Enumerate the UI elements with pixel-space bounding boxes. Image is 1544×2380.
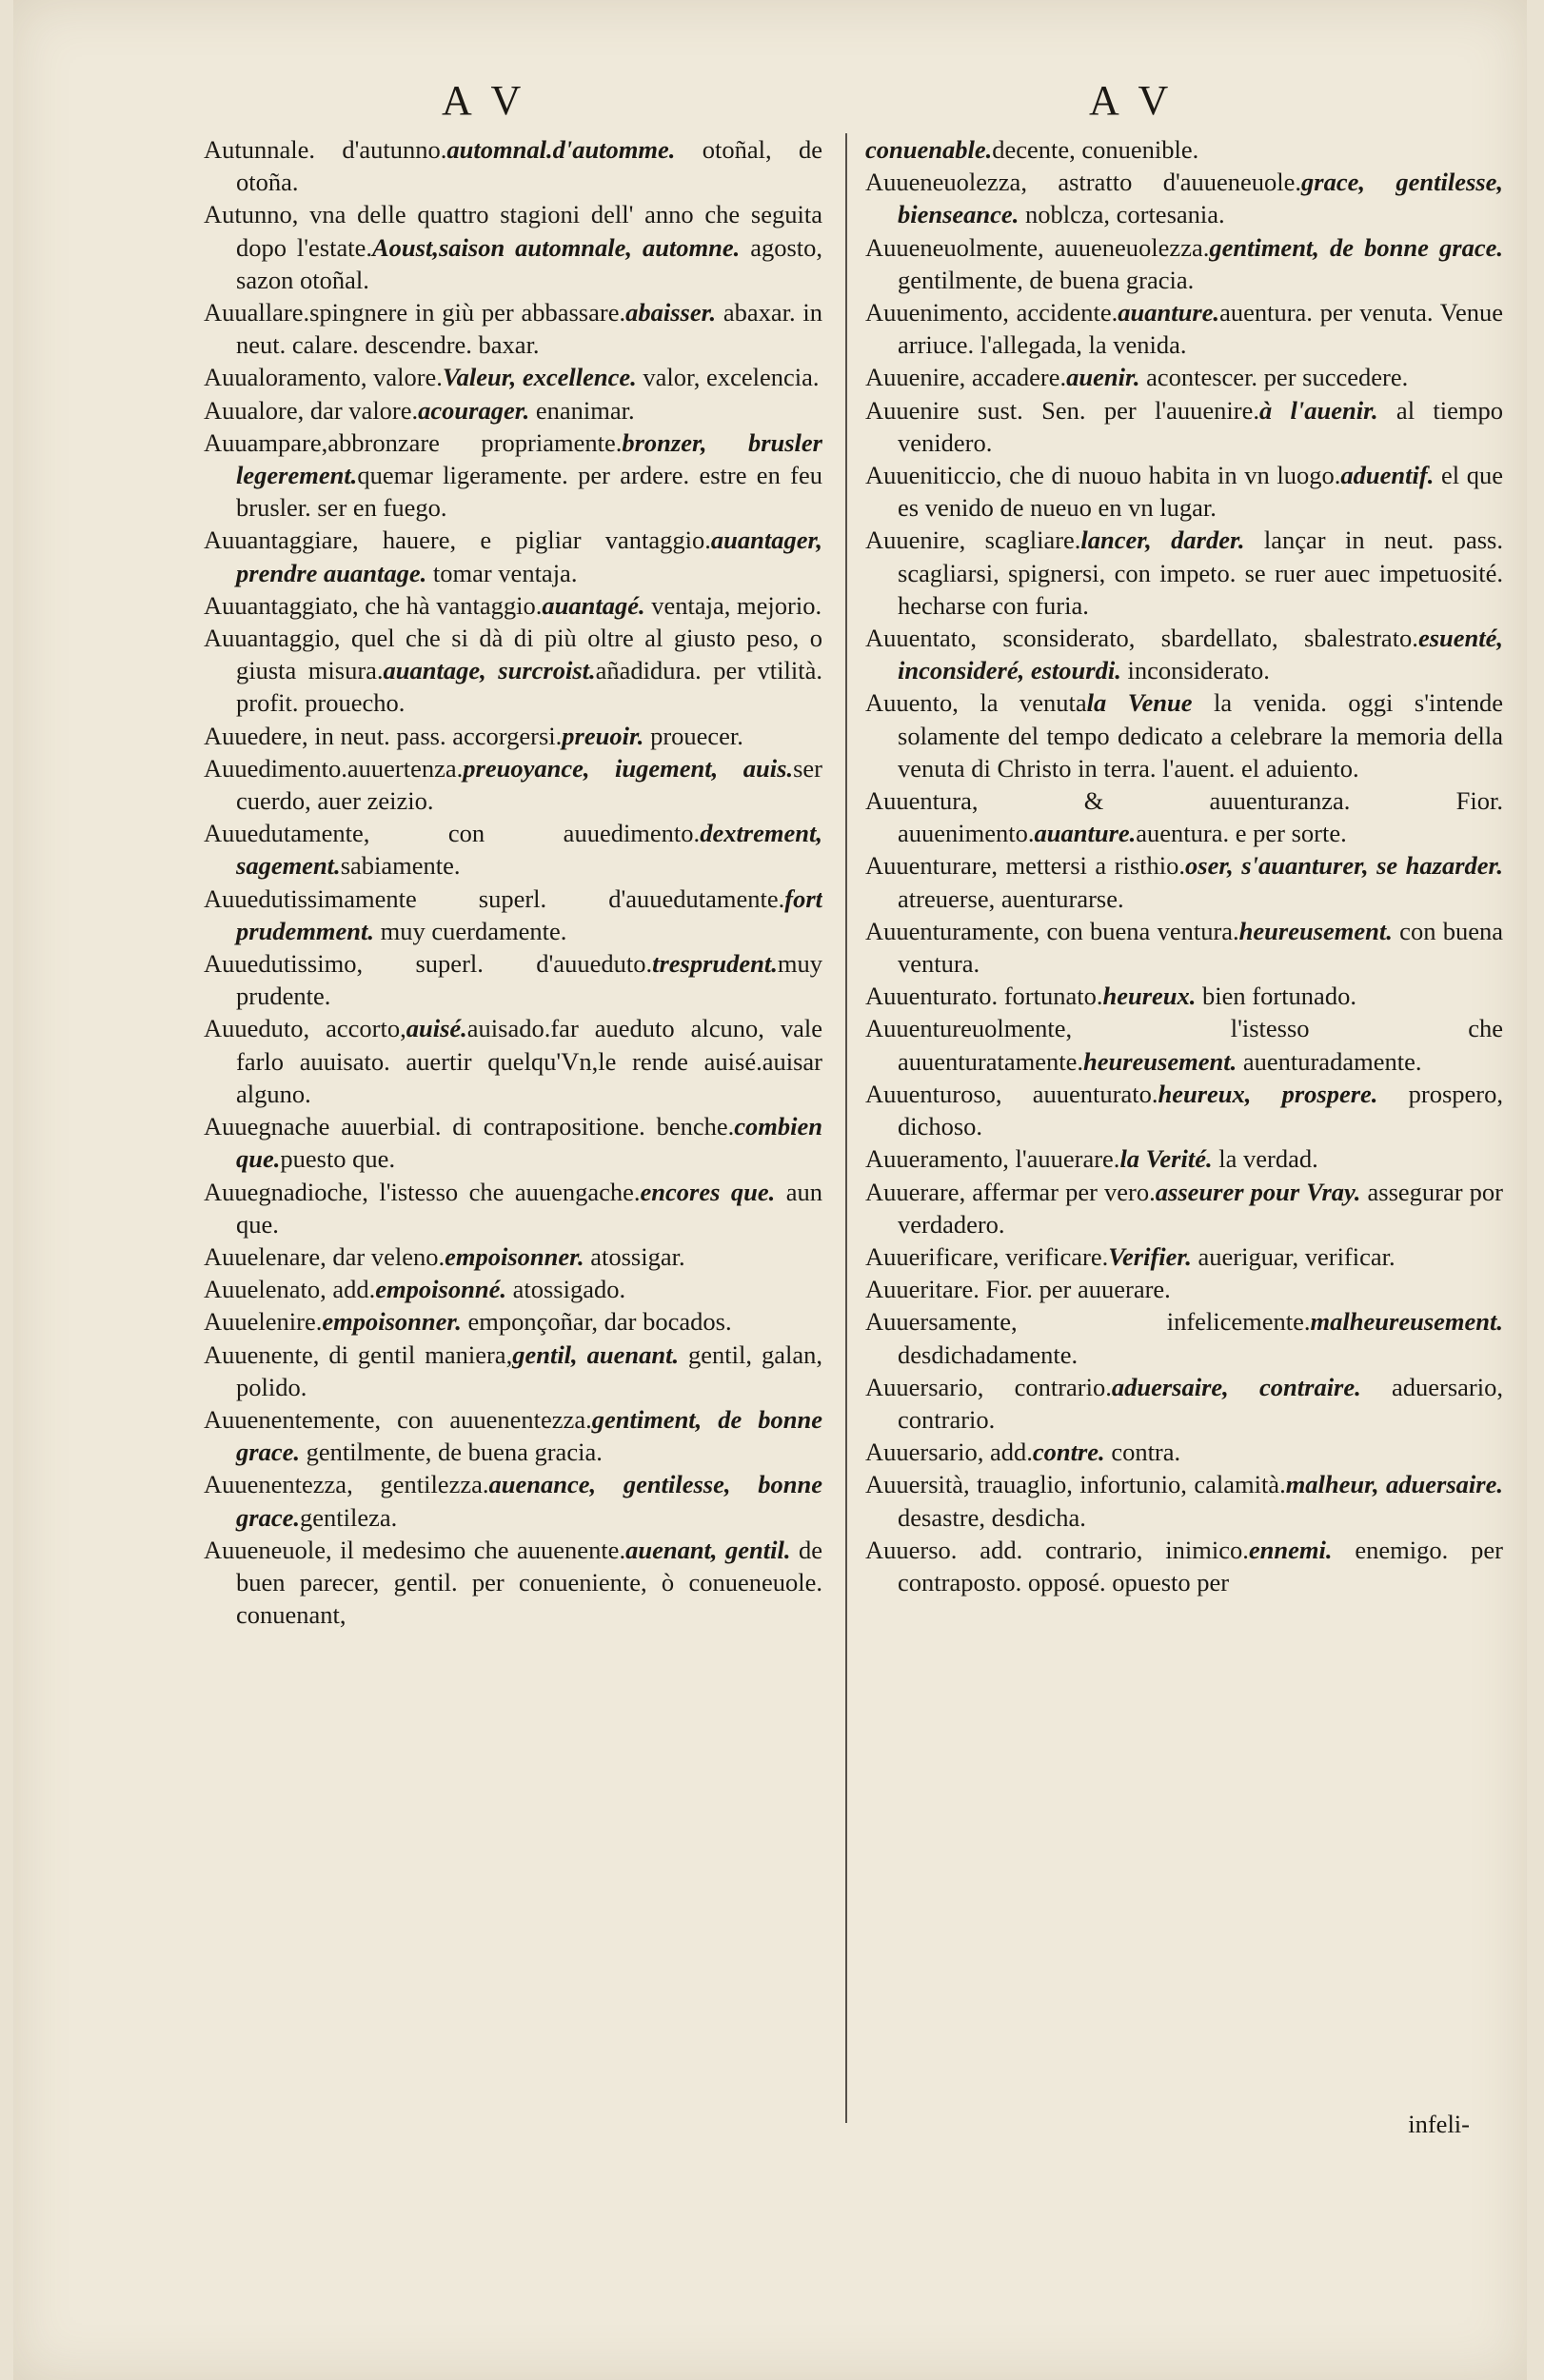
headword: Auuedutissimamente superl. d'auuedutamente. xyxy=(204,883,785,913)
left-column xyxy=(204,133,822,2380)
dictionary-entry xyxy=(204,394,822,426)
french-gloss: tresprudent. xyxy=(652,949,778,979)
dictionary-entry xyxy=(204,1468,822,1533)
french-gloss: aduersaire, contraire. xyxy=(1111,1372,1361,1401)
headword: Auuantaggiare, hauere, e pigliar vantaggio. xyxy=(204,526,711,555)
headword: Auueniticcio, che di nuouo habita in vn luogo. xyxy=(865,461,1341,490)
dictionary-entry xyxy=(204,947,822,1012)
dictionary-entry xyxy=(204,133,822,198)
spanish-gloss: aun que. xyxy=(236,1177,822,1239)
spanish-gloss: gentileza. xyxy=(299,1502,398,1532)
headword: Auuegnadioche, l'istesso che auuengache. xyxy=(204,1177,641,1206)
headword: Auuerificare, verificare. xyxy=(865,1241,1109,1271)
dictionary-entry xyxy=(865,622,1503,686)
french-gloss: dextrement, sagement. xyxy=(236,819,822,881)
spanish-gloss: acontescer. per succedere. xyxy=(1139,363,1409,392)
headword: Auuenire, scagliare. xyxy=(865,526,1081,555)
french-gloss: à l'auenir. xyxy=(1258,395,1378,425)
french-gloss: Valeur, excellence. xyxy=(442,363,637,392)
french-gloss: auantagé. xyxy=(542,590,645,620)
french-gloss: empoisonné. xyxy=(375,1275,506,1304)
dictionary-entry xyxy=(865,915,1503,980)
headword: Auuenturare, mettersi a risthio. xyxy=(865,851,1185,881)
french-gloss: auantager, prendre auantage. xyxy=(236,526,822,587)
french-gloss: bronzer, brusler legerement. xyxy=(236,427,822,490)
spanish-gloss: assegurar por verdadero. xyxy=(898,1177,1503,1239)
dictionary-entry xyxy=(204,622,822,720)
french-gloss: gentiment, de bonne grace. xyxy=(236,1404,822,1467)
dictionary-entry xyxy=(204,1240,822,1273)
dictionary-entry xyxy=(204,524,822,588)
dictionary-entry xyxy=(865,849,1503,914)
headword: Auualore, dar valore. xyxy=(204,395,419,425)
dictionary-entry xyxy=(204,883,822,947)
headword: Auueneuolmente, auueneuolezza. xyxy=(865,232,1210,262)
right-column xyxy=(865,133,1503,2380)
spanish-gloss: gentil, galan, polido. xyxy=(236,1339,822,1401)
headword: Auuenentemente, con auuenentezza. xyxy=(204,1404,592,1434)
french-gloss: heureux, prospere. xyxy=(1158,1079,1378,1108)
french-gloss: esuenté, inconsideré, estourdi. xyxy=(898,624,1503,685)
dictionary-entry xyxy=(204,752,822,817)
french-gloss: abaisser. xyxy=(625,298,717,327)
spanish-gloss: la verdad. xyxy=(1212,1144,1318,1174)
french-gloss: preuoir. xyxy=(562,721,644,750)
spanish-gloss: inconsiderato. xyxy=(1120,656,1270,685)
headword: Auuedutamente, con auuedimento. xyxy=(204,819,701,848)
french-gloss: acourager. xyxy=(418,395,530,425)
spanish-gloss: puesto que. xyxy=(280,1144,396,1174)
dictionary-entry xyxy=(865,1078,1503,1142)
headword: Auuedere, in neut. pass. accorgersi. xyxy=(204,721,563,750)
french-gloss: grace, gentilesse, bienseance. xyxy=(898,168,1503,229)
headword: Auuenturoso, auuenturato. xyxy=(865,1079,1158,1108)
spanish-gloss: auisado.far aueduto alcuno, vale farlo auuisato. auertir quelqu'Vn,le rende auisé.auisar alguno. xyxy=(236,1014,822,1108)
french-gloss: auenir. xyxy=(1066,363,1140,392)
spanish-gloss: sabiamente. xyxy=(340,851,461,881)
headword: Autunnale. d'autunno. xyxy=(204,135,447,164)
spanish-gloss: emponçoñar, dar bocados. xyxy=(461,1307,732,1337)
spanish-gloss: prospero, dichoso. xyxy=(898,1079,1503,1141)
headword: Auuentureuolmente, l'istesso che auuenturatamente. xyxy=(865,1014,1503,1076)
dictionary-entry xyxy=(204,426,822,525)
dictionary-entry xyxy=(204,1305,822,1338)
french-gloss: ennemi. xyxy=(1248,1535,1333,1564)
dictionary-entry xyxy=(865,133,1503,166)
spanish-gloss: tomar ventaja. xyxy=(426,558,578,587)
dictionary-entry xyxy=(865,686,1503,784)
spanish-gloss: otoñal, de otoña. xyxy=(236,135,822,197)
dictionary-entry xyxy=(865,1176,1503,1240)
dictionary-entry xyxy=(865,980,1503,1012)
headword: Auuelenare, dar veleno. xyxy=(204,1241,445,1271)
spanish-gloss: auenturadamente. xyxy=(1237,1046,1422,1076)
headword: Auuersamente, infelicemente. xyxy=(865,1307,1311,1337)
headword: Auuelenire. xyxy=(204,1307,323,1337)
spanish-gloss: ventaja, mejorio. xyxy=(644,590,822,620)
spanish-gloss: el que es venido de nueuo en vn lugar. xyxy=(898,461,1503,523)
dictionary-entry xyxy=(865,1240,1503,1273)
spanish-gloss: atossigado. xyxy=(505,1275,626,1304)
spanish-gloss: agosto, sazon otoñal. xyxy=(236,232,822,294)
dictionary-entry xyxy=(865,459,1503,524)
french-gloss: auenance, gentilesse, bonne grace. xyxy=(236,1470,822,1532)
headword: Auuersità, trauaglio, infortunio, calamità. xyxy=(865,1470,1286,1499)
spanish-gloss: gentilmente, de buena gracia. xyxy=(299,1438,603,1467)
french-gloss: preuoyance, iugement, auis. xyxy=(463,753,794,783)
spanish-gloss: decente, conuenible. xyxy=(992,135,1199,164)
french-gloss: la Venue xyxy=(1086,688,1193,718)
french-gloss: asseurer pour Vray. xyxy=(1155,1177,1361,1206)
spanish-gloss: auentura. per venuta. Venue arriuce. l'allegada, la venida. xyxy=(898,298,1503,360)
dictionary-entry xyxy=(865,1534,1503,1598)
spanish-gloss: ser cuerdo, auer zeizio. xyxy=(236,753,822,816)
french-gloss: la Verité. xyxy=(1119,1144,1213,1174)
french-gloss: Verifier. xyxy=(1108,1241,1192,1271)
french-gloss: combien que. xyxy=(236,1112,822,1174)
spanish-gloss: atreuerse, auenturarse. xyxy=(898,883,1124,913)
dictionary-entry xyxy=(204,296,822,361)
french-gloss: conuenable. xyxy=(865,135,993,164)
headword: Auuampare,abbronzare propriamente. xyxy=(204,427,623,457)
french-gloss: auenant, gentil. xyxy=(625,1535,791,1564)
dictionary-entry xyxy=(865,1142,1503,1175)
spanish-gloss: con buena ventura. xyxy=(898,916,1503,979)
french-gloss: malheur, aduersaire. xyxy=(1285,1470,1503,1499)
french-gloss: oser, s'auanturer, se hazarder. xyxy=(1185,851,1503,881)
dictionary-entry xyxy=(865,231,1503,296)
french-gloss: fort prudemment. xyxy=(236,883,822,945)
headword: Auualoramento, valore. xyxy=(204,363,443,392)
headword: Auueduto, accorto, xyxy=(204,1014,406,1043)
french-gloss: heureux. xyxy=(1102,982,1197,1011)
french-gloss: auanture. xyxy=(1118,298,1220,327)
french-gloss: empoisonner. xyxy=(445,1241,584,1271)
dictionary-entry xyxy=(204,1403,822,1468)
book-page xyxy=(13,0,1527,2380)
spanish-gloss: enemigo. per contraposto. opposé. opuesto per xyxy=(898,1535,1503,1597)
dictionary-entry xyxy=(865,1012,1503,1077)
headword: Auueramento, l'auuerare. xyxy=(865,1144,1120,1174)
dictionary-entry xyxy=(865,394,1503,459)
french-gloss: aduentif. xyxy=(1340,461,1435,490)
catchword: infeli- xyxy=(1408,2110,1470,2138)
headword: Auuallare.spingnere in giù per abbassare. xyxy=(204,298,626,327)
headword: Auuelenato, add. xyxy=(204,1275,376,1304)
spanish-gloss: bien fortunado. xyxy=(1196,982,1356,1011)
headword: Auuerso. add. contrario, inimico. xyxy=(865,1535,1249,1564)
dictionary-entry xyxy=(865,1371,1503,1436)
headword: Auuerare, affermar per vero. xyxy=(865,1177,1156,1206)
running-header-right: A V xyxy=(1089,77,1175,124)
headword: Autunno, vna delle quattro stagioni dell' anno che seguita dopo l'estate. xyxy=(204,200,822,262)
headword: Auuenturato. fortunato. xyxy=(865,982,1103,1011)
headword: Auuenire sust. Sen. per l'auuenire. xyxy=(865,395,1259,425)
dictionary-entry xyxy=(204,1339,822,1403)
spanish-gloss: gentilmente, de buena gracia. xyxy=(898,265,1195,294)
dictionary-entry xyxy=(204,1273,822,1305)
spanish-gloss: abaxar. in neut. calare. descendre. baxar. xyxy=(236,298,822,360)
headword: Auuentato, sconsiderato, sbardellato, sbalestrato. xyxy=(865,624,1418,653)
headword: Auuento, la venuta xyxy=(865,688,1087,718)
spanish-gloss: al tiempo venidero. xyxy=(898,395,1503,457)
dictionary-entry xyxy=(204,589,822,622)
column-divider xyxy=(845,133,847,2123)
spanish-gloss: desastre, desdicha. xyxy=(898,1502,1086,1532)
headword: Auuegnache auuerbial. di contrapositione. benche. xyxy=(204,1112,735,1141)
spanish-gloss: noblcza, cortesania. xyxy=(1019,200,1225,229)
headword: Auueneuole, il medesimo che auuenente. xyxy=(204,1535,626,1564)
spanish-gloss: muy cuerdamente. xyxy=(374,916,567,945)
spanish-gloss: aduersario, contrario. xyxy=(898,1372,1503,1434)
dictionary-entry xyxy=(865,1305,1503,1370)
dictionary-entry xyxy=(204,817,822,882)
french-gloss: heureusement. xyxy=(1082,1046,1237,1076)
headword: Auuenimento, accidente. xyxy=(865,298,1118,327)
headword: Auuantaggio, quel che si dà di più oltre al giusto peso, o giusta misura. xyxy=(204,624,822,685)
dictionary-entry xyxy=(865,1436,1503,1468)
headword: Auueritare. Fior. per auuerare. xyxy=(865,1275,1171,1304)
french-gloss: auantage, surcroist. xyxy=(383,656,596,685)
spanish-gloss: atossigar. xyxy=(584,1241,685,1271)
spanish-gloss: añadidura. per vtilità. profit. prouecho. xyxy=(236,656,822,718)
dictionary-entry xyxy=(865,1273,1503,1305)
french-gloss: auisé. xyxy=(406,1014,467,1043)
french-gloss: heureusement. xyxy=(1238,916,1393,945)
headword: Auuenente, di gentil maniera, xyxy=(204,1339,513,1369)
headword: Auuenire, accadere. xyxy=(865,363,1067,392)
running-header-left: A V xyxy=(442,77,527,124)
headword: Auuantaggiato, che hà vantaggio. xyxy=(204,590,543,620)
spanish-gloss: de buen parecer, gentil. per conueniente, ò conueneuole. conuenant, xyxy=(236,1535,822,1630)
spanish-gloss: muy prudente. xyxy=(236,949,822,1011)
french-gloss: automnal.d'automme. xyxy=(446,135,676,164)
headword: Auuersario, contrario. xyxy=(865,1372,1112,1401)
spanish-gloss: desdichadamente. xyxy=(898,1339,1079,1369)
headword: Auuersario, add. xyxy=(865,1438,1033,1467)
dictionary-entry xyxy=(204,361,822,393)
french-gloss: encores que. xyxy=(640,1177,776,1206)
dictionary-entry xyxy=(865,1468,1503,1533)
headword: Auueneuolezza, astratto d'auueneuole. xyxy=(865,168,1302,197)
dictionary-entry xyxy=(865,524,1503,622)
spanish-gloss: la venida. oggi s'intende solamente del tempo dedicato a celebrare la memoria della venuta di Christo in terra. l'auent. el aduiento. xyxy=(898,688,1503,783)
french-gloss: malheureusement. xyxy=(1310,1307,1503,1337)
spanish-gloss: auentura. e per sorte. xyxy=(1136,819,1347,848)
spanish-gloss: prouecer. xyxy=(643,721,743,750)
dictionary-entry xyxy=(204,1110,822,1175)
dictionary-entry xyxy=(204,1176,822,1240)
french-gloss: lancer, darder. xyxy=(1080,526,1245,555)
dictionary-entry xyxy=(204,198,822,296)
french-gloss: empoisonner. xyxy=(322,1307,462,1337)
spanish-gloss: aueriguar, verificar. xyxy=(1191,1241,1396,1271)
dictionary-entry xyxy=(865,784,1503,849)
headword: Auuedimento.auuertenza. xyxy=(204,753,464,783)
spanish-gloss: valor, excelencia. xyxy=(636,363,820,392)
french-gloss: contre. xyxy=(1032,1438,1105,1467)
dictionary-entry xyxy=(865,166,1503,230)
spanish-gloss: contra. xyxy=(1104,1438,1181,1467)
headword: Auuedutissimo, superl. d'auueduto. xyxy=(204,949,653,979)
french-gloss: Aoust,saison automnale, automne. xyxy=(372,232,741,262)
spanish-gloss: enanimar. xyxy=(529,395,635,425)
dictionary-entry xyxy=(204,1534,822,1632)
spanish-gloss: lançar in neut. pass. scagliarsi, spignersi, con impeto. se ruer auec impetuosité. hecharse con furia. xyxy=(898,526,1503,620)
spanish-gloss: quemar ligeramente. per ardere. estre en feu brusler. ser en fuego. xyxy=(236,461,822,523)
french-gloss: auanture. xyxy=(1034,819,1137,848)
french-gloss: gentil, auenant. xyxy=(512,1339,680,1369)
french-gloss: gentiment, de bonne grace. xyxy=(1209,232,1503,262)
dictionary-entry xyxy=(865,296,1503,361)
dictionary-entry xyxy=(204,720,822,752)
headword: Auuenturamente, con buena ventura. xyxy=(865,916,1239,945)
dictionary-entry xyxy=(204,1012,822,1110)
headword: Auuenentezza, gentilezza. xyxy=(204,1470,489,1499)
headword: Auuentura, & auuenturanza. Fior. auuenimento. xyxy=(865,786,1503,848)
dictionary-entry xyxy=(865,361,1503,393)
